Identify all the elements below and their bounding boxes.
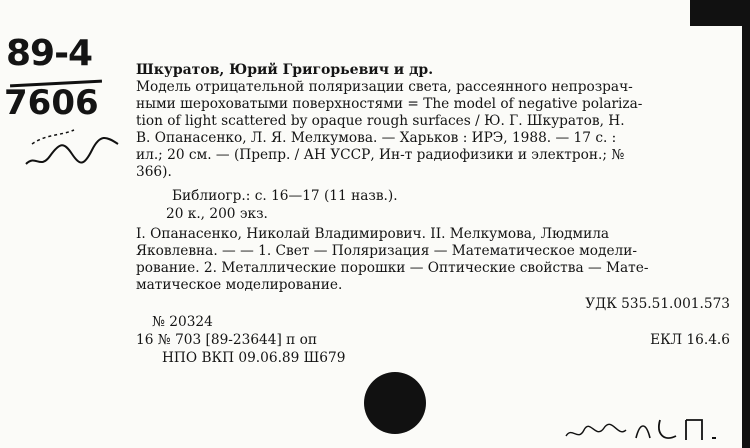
registration-number: № 20324 (152, 314, 213, 330)
bibliography-note: Библиогр.: с. 16—17 (11 назв.). (172, 188, 398, 204)
body-line: ил.; 20 см. — (Препр. / АН УССР, Ин-т радиофизики и электрон.; № (136, 147, 625, 163)
subject-line: матическое моделирование. (136, 277, 343, 293)
handwritten-signature-icon (22, 126, 132, 176)
body-line: Модель отрицательной поляризации света, рассеянного непрозрач- (136, 79, 633, 95)
body-line: ными шероховатыми поверхностями = The model of negative polariza- (136, 96, 643, 112)
npo-line: НПО ВКП 09.06.89 Ш679 (162, 350, 346, 366)
body-line: tion of light scattered by opaque rough surfaces / Ю. Г. Шкуратов, Н. (136, 113, 625, 129)
shelf-mark-bottom: 7606 (4, 83, 99, 123)
udk-code: УДК 535.51.001.573 (585, 296, 730, 312)
subject-line: Яковлевна. — — 1. Свет — Поляризация — Математическое модели- (136, 243, 638, 259)
ekl-code: ЕКЛ 16.4.6 (650, 332, 730, 348)
subject-line: рование. 2. Металлические порошки — Оптические свойства — Мате- (136, 260, 649, 276)
author-heading: Шкуратов, Юрий Григорьевич и др. (136, 62, 434, 78)
subject-line: I. Опанасенко, Николай Владимирович. II. Мелкумова, Людмила (136, 226, 610, 242)
order-line: 16 № 703 [89-23644] п оп (136, 332, 317, 348)
handwritten-initials-icon (560, 412, 740, 446)
body-line: 366). (136, 164, 172, 180)
punch-hole (364, 372, 426, 434)
corner-ink-mark (690, 0, 750, 26)
shelf-mark-top: 89-4 (6, 33, 93, 74)
copies-note: 20 к., 200 экз. (166, 206, 268, 222)
body-line: В. Опанасенко, Л. Я. Мелкумова. — Харьков : ИРЭ, 1988. — 17 с. : (136, 130, 617, 146)
card-edge-mark (742, 0, 750, 448)
